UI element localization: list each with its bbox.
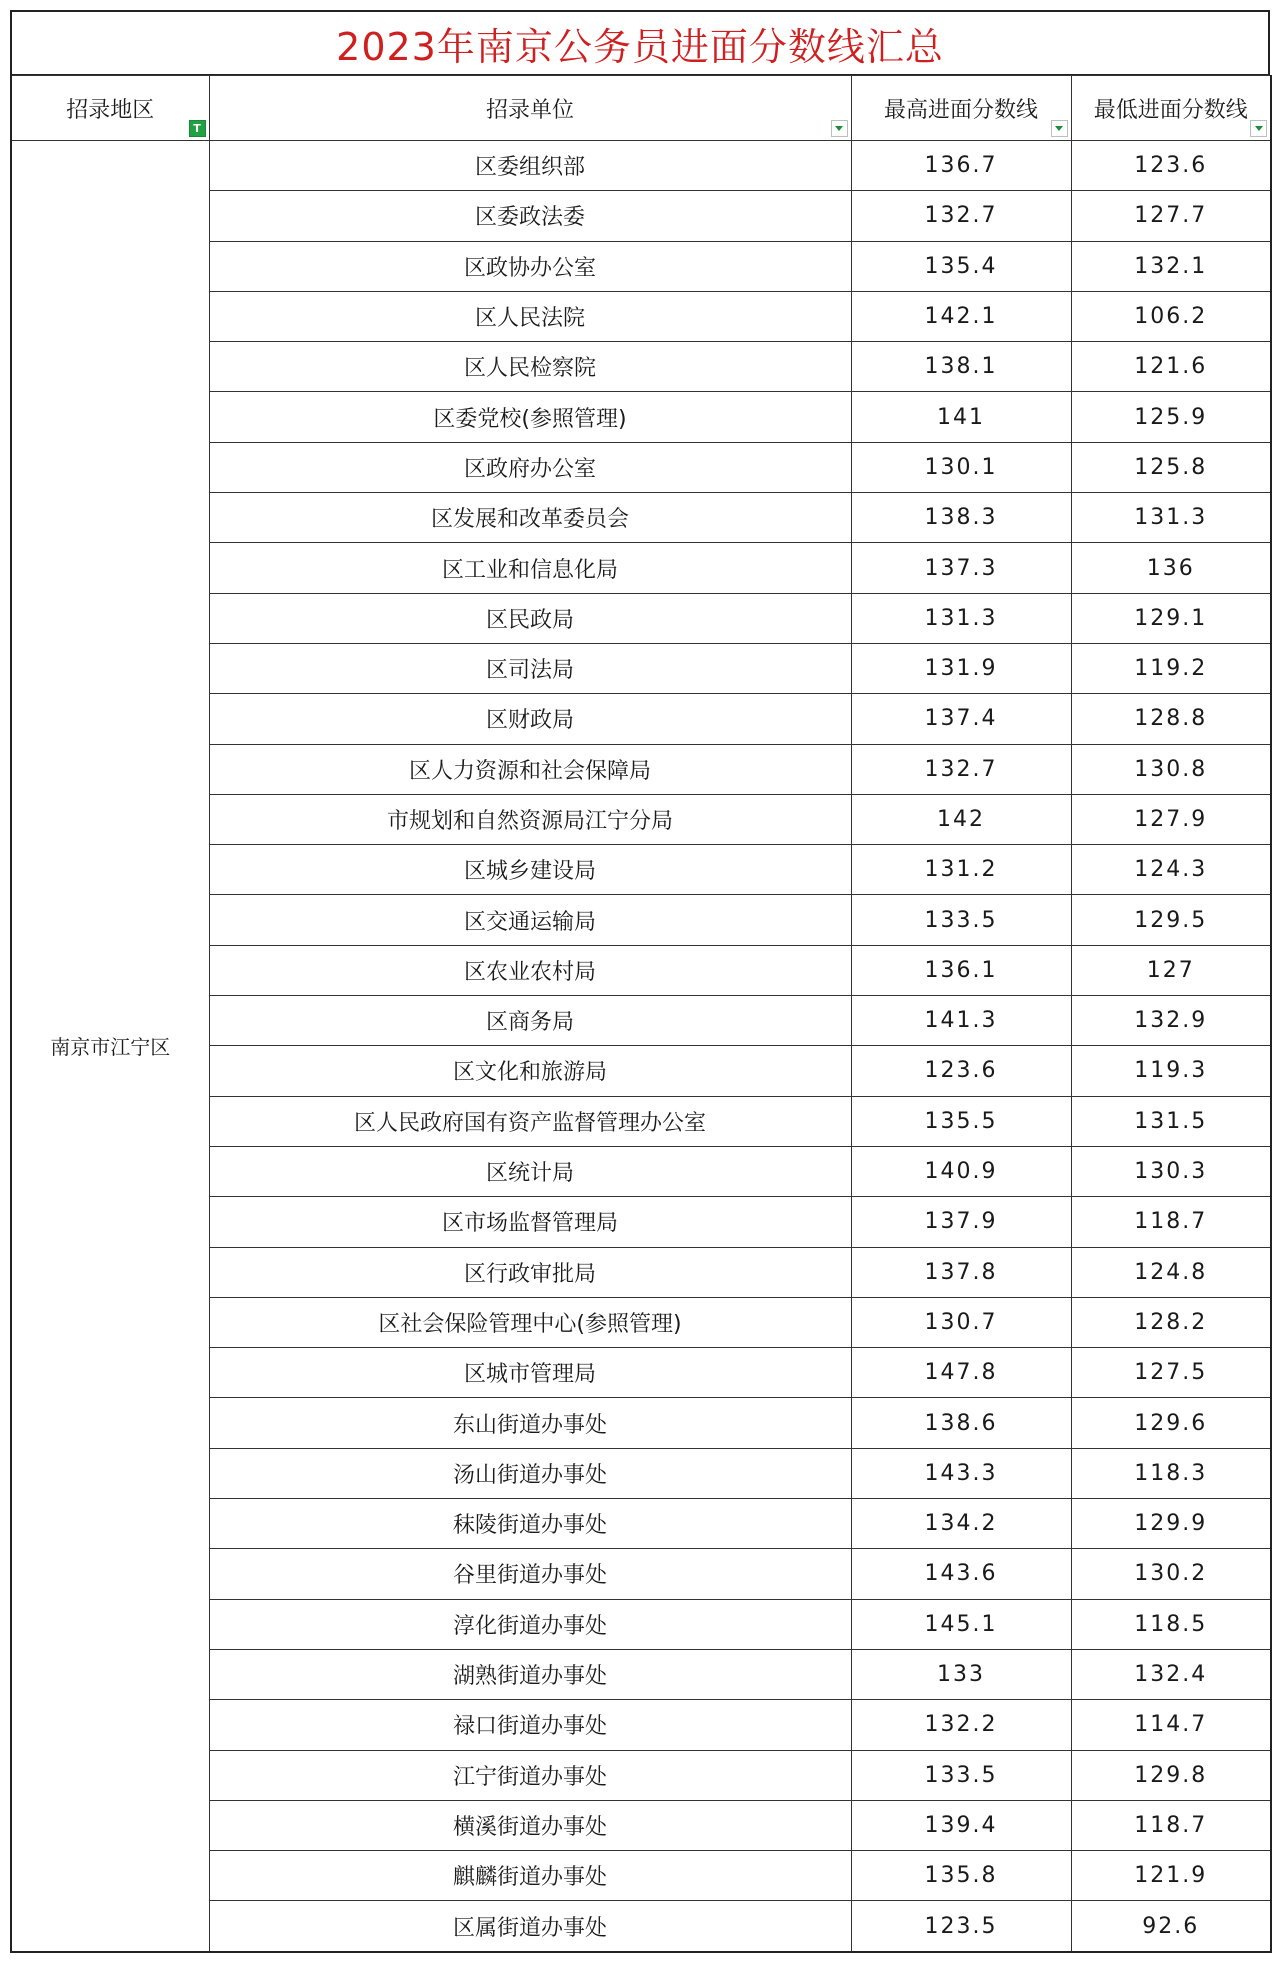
spreadsheet	[10, 10, 1270, 1953]
unit-cell[interactable]: 麒麟街道办事处	[209, 1851, 851, 1901]
min-score-cell[interactable]: 130.2	[1071, 1549, 1271, 1599]
unit-cell[interactable]: 东山街道办事处	[209, 1398, 851, 1448]
max-score-cell[interactable]: 130.1	[851, 442, 1071, 492]
max-score-cell[interactable]: 123.5	[851, 1901, 1071, 1952]
min-score-cell[interactable]: 118.5	[1071, 1599, 1271, 1649]
unit-cell[interactable]: 禄口街道办事处	[209, 1700, 851, 1750]
min-score-cell[interactable]: 132.4	[1071, 1649, 1271, 1699]
max-score-cell[interactable]: 134.2	[851, 1499, 1071, 1549]
min-score-cell[interactable]: 121.6	[1071, 342, 1271, 392]
max-score-cell[interactable]: 137.8	[851, 1247, 1071, 1297]
max-score-cell[interactable]: 130.7	[851, 1297, 1071, 1347]
unit-cell[interactable]: 区政协办公室	[209, 241, 851, 291]
max-score-cell[interactable]: 138.3	[851, 493, 1071, 543]
min-score-cell[interactable]: 132.9	[1071, 996, 1271, 1046]
unit-cell[interactable]: 区委党校(参照管理)	[209, 392, 851, 442]
unit-cell[interactable]: 区城市管理局	[209, 1348, 851, 1398]
sheet-title	[10, 10, 1270, 75]
unit-cell[interactable]: 湖熟街道办事处	[209, 1649, 851, 1699]
filter-dropdown-icon[interactable]	[831, 120, 848, 137]
unit-cell[interactable]: 区财政局	[209, 694, 851, 744]
header-region-label: 招录地区	[66, 97, 155, 123]
min-score-cell[interactable]: 125.9	[1071, 392, 1271, 442]
min-score-cell[interactable]: 124.8	[1071, 1247, 1271, 1297]
unit-cell[interactable]: 秣陵街道办事处	[209, 1499, 851, 1549]
header-unit-label: 招录单位	[485, 97, 574, 123]
min-score-cell[interactable]: 106.2	[1071, 291, 1271, 341]
max-score-cell[interactable]: 140.9	[851, 1146, 1071, 1196]
max-score-cell[interactable]: 138.6	[851, 1398, 1071, 1448]
min-score-cell[interactable]: 127.5	[1071, 1348, 1271, 1398]
max-score-cell[interactable]: 136.7	[851, 141, 1071, 191]
unit-cell[interactable]: 区政府办公室	[209, 442, 851, 492]
unit-cell[interactable]: 江宁街道办事处	[209, 1750, 851, 1800]
min-score-cell[interactable]: 118.7	[1071, 1197, 1271, 1247]
max-score-cell[interactable]: 142	[851, 794, 1071, 844]
max-score-cell[interactable]: 135.8	[851, 1851, 1071, 1901]
max-score-cell[interactable]: 131.9	[851, 643, 1071, 693]
unit-cell[interactable]: 区司法局	[209, 643, 851, 693]
unit-cell[interactable]: 区交通运输局	[209, 895, 851, 945]
unit-cell[interactable]: 区委组织部	[209, 141, 851, 191]
min-score-cell[interactable]: 132.1	[1071, 241, 1271, 291]
max-score-cell[interactable]: 145.1	[851, 1599, 1071, 1649]
header-row	[11, 76, 1271, 141]
max-score-cell[interactable]: 136.1	[851, 945, 1071, 995]
min-score-cell[interactable]: 128.8	[1071, 694, 1271, 744]
unit-cell[interactable]: 区农业农村局	[209, 945, 851, 995]
filter-dropdown-icon[interactable]	[1250, 120, 1267, 137]
max-score-cell[interactable]: 131.2	[851, 845, 1071, 895]
unit-cell[interactable]: 汤山街道办事处	[209, 1448, 851, 1498]
max-score-cell[interactable]: 135.4	[851, 241, 1071, 291]
header-min	[1071, 76, 1271, 141]
filter-dropdown-icon[interactable]	[1051, 120, 1068, 137]
header-region	[11, 76, 209, 141]
max-score-cell[interactable]: 141	[851, 392, 1071, 442]
min-score-cell[interactable]: 118.7	[1071, 1800, 1271, 1850]
unit-cell[interactable]: 区行政审批局	[209, 1247, 851, 1297]
table-body	[11, 141, 1271, 1952]
min-score-cell[interactable]: 127.9	[1071, 794, 1271, 844]
max-score-cell[interactable]: 143.6	[851, 1549, 1071, 1599]
filter-active-icon[interactable]: T	[189, 120, 206, 137]
unit-cell[interactable]: 市规划和自然资源局江宁分局	[209, 794, 851, 844]
max-score-cell[interactable]: 138.1	[851, 342, 1071, 392]
min-score-cell[interactable]: 130.3	[1071, 1146, 1271, 1196]
unit-cell[interactable]: 区工业和信息化局	[209, 543, 851, 593]
unit-cell[interactable]: 区民政局	[209, 593, 851, 643]
max-score-cell[interactable]: 139.4	[851, 1800, 1071, 1850]
unit-cell[interactable]: 区文化和旅游局	[209, 1046, 851, 1096]
max-score-cell[interactable]: 141.3	[851, 996, 1071, 1046]
max-score-cell[interactable]: 135.5	[851, 1096, 1071, 1146]
sheet-title-text: 2023年南京公务员进面分数线汇总	[336, 24, 944, 69]
max-score-cell[interactable]: 131.3	[851, 593, 1071, 643]
unit-cell[interactable]: 区社会保险管理中心(参照管理)	[209, 1297, 851, 1347]
unit-cell[interactable]: 区人民法院	[209, 291, 851, 341]
min-score-cell[interactable]: 92.6	[1071, 1901, 1271, 1952]
max-score-cell[interactable]: 142.1	[851, 291, 1071, 341]
unit-cell[interactable]: 淳化街道办事处	[209, 1599, 851, 1649]
max-score-cell[interactable]: 123.6	[851, 1046, 1071, 1096]
unit-cell[interactable]: 谷里街道办事处	[209, 1549, 851, 1599]
min-score-cell[interactable]: 119.3	[1071, 1046, 1271, 1096]
max-score-cell[interactable]: 137.9	[851, 1197, 1071, 1247]
max-score-cell[interactable]: 137.4	[851, 694, 1071, 744]
max-score-cell[interactable]: 132.2	[851, 1700, 1071, 1750]
max-score-cell[interactable]: 132.7	[851, 744, 1071, 794]
unit-cell[interactable]: 横溪街道办事处	[209, 1800, 851, 1850]
max-score-cell[interactable]: 133.5	[851, 895, 1071, 945]
region-cell[interactable]: 南京市江宁区	[11, 141, 209, 1952]
unit-cell[interactable]: 区城乡建设局	[209, 845, 851, 895]
max-score-cell[interactable]: 133.5	[851, 1750, 1071, 1800]
min-score-cell[interactable]: 131.3	[1071, 493, 1271, 543]
max-score-cell[interactable]: 147.8	[851, 1348, 1071, 1398]
min-score-cell[interactable]: 124.3	[1071, 845, 1271, 895]
unit-cell[interactable]: 区发展和改革委员会	[209, 493, 851, 543]
min-score-cell[interactable]: 129.9	[1071, 1499, 1271, 1549]
header-unit	[209, 76, 851, 141]
score-table	[10, 75, 1272, 1953]
unit-cell[interactable]: 区属街道办事处	[209, 1901, 851, 1952]
header-max-label: 最高进面分数线	[883, 97, 1038, 123]
min-score-cell[interactable]: 127	[1071, 945, 1271, 995]
unit-cell[interactable]: 区人民政府国有资产监督管理办公室	[209, 1096, 851, 1146]
min-score-cell[interactable]: 119.2	[1071, 643, 1271, 693]
header-min-label: 最低进面分数线	[1093, 97, 1248, 123]
min-score-cell[interactable]: 121.9	[1071, 1851, 1271, 1901]
max-score-cell[interactable]: 137.3	[851, 543, 1071, 593]
table-row	[11, 141, 1271, 191]
min-score-cell[interactable]: 125.8	[1071, 442, 1271, 492]
unit-cell[interactable]: 区委政法委	[209, 191, 851, 241]
min-score-cell[interactable]: 129.6	[1071, 1398, 1271, 1448]
min-score-cell[interactable]: 129.5	[1071, 895, 1271, 945]
unit-cell[interactable]: 区市场监督管理局	[209, 1197, 851, 1247]
min-score-cell[interactable]: 128.2	[1071, 1297, 1271, 1347]
min-score-cell[interactable]: 127.7	[1071, 191, 1271, 241]
unit-cell[interactable]: 区人民检察院	[209, 342, 851, 392]
max-score-cell[interactable]: 132.7	[851, 191, 1071, 241]
max-score-cell[interactable]: 143.3	[851, 1448, 1071, 1498]
unit-cell[interactable]: 区统计局	[209, 1146, 851, 1196]
min-score-cell[interactable]: 129.8	[1071, 1750, 1271, 1800]
min-score-cell[interactable]: 136	[1071, 543, 1271, 593]
unit-cell[interactable]: 区人力资源和社会保障局	[209, 744, 851, 794]
header-max	[851, 76, 1071, 141]
min-score-cell[interactable]: 118.3	[1071, 1448, 1271, 1498]
max-score-cell[interactable]: 133	[851, 1649, 1071, 1699]
unit-cell[interactable]: 区商务局	[209, 996, 851, 1046]
min-score-cell[interactable]: 114.7	[1071, 1700, 1271, 1750]
min-score-cell[interactable]: 129.1	[1071, 593, 1271, 643]
min-score-cell[interactable]: 130.8	[1071, 744, 1271, 794]
min-score-cell[interactable]: 123.6	[1071, 141, 1271, 191]
min-score-cell[interactable]: 131.5	[1071, 1096, 1271, 1146]
